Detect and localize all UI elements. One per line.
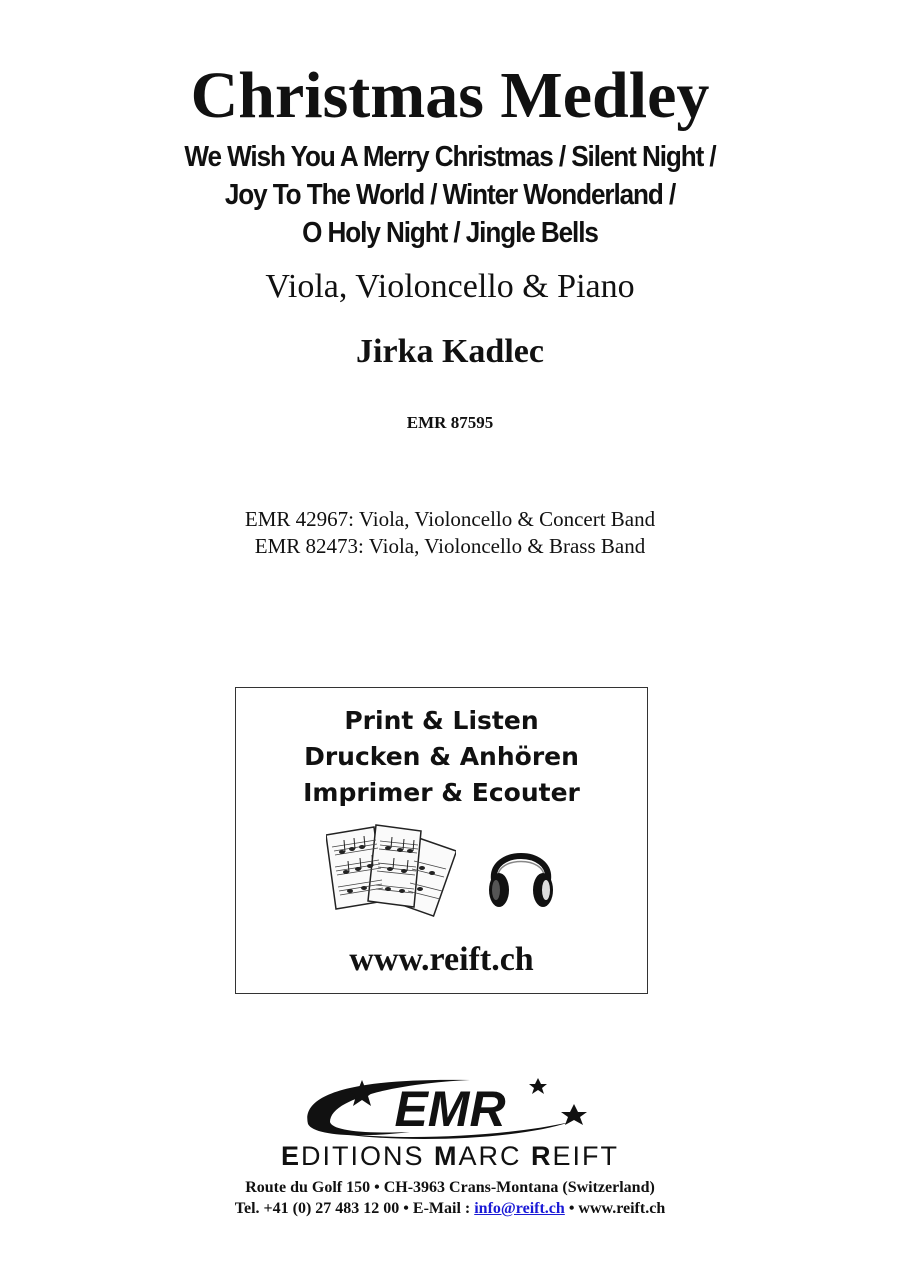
publisher-website: • www.reift.ch	[564, 1200, 666, 1217]
publisher-name-initial: R	[531, 1141, 553, 1171]
publisher-name-part: EIFT	[552, 1141, 620, 1171]
publisher-name-initial: E	[280, 1141, 301, 1171]
headphones-icon	[486, 838, 556, 913]
emr-logo	[300, 1072, 590, 1142]
song-list-line: We Wish You A Merry Christmas / Silent Night /	[184, 141, 716, 173]
email-link[interactable]: info@reift.ch	[474, 1200, 565, 1217]
publisher-name-part: ARC	[458, 1141, 532, 1171]
publisher-tel: Tel. +41 (0) 27 483 12 00 • E-Mail :	[234, 1200, 475, 1217]
composer-name: Jirka Kadlec	[356, 333, 544, 370]
print-listen-text	[236, 703, 647, 811]
print-listen-box	[235, 687, 648, 994]
logo-text: EMR	[394, 1081, 506, 1137]
publisher-address: Route du Golf 150 • CH-3963 Crans-Montana (Switzerland)	[245, 1179, 655, 1196]
sheet-music-icon	[326, 823, 456, 918]
alternate-edition: EMR 42967: Viola, Violoncello & Concert Band	[244, 507, 656, 531]
publisher-name	[0, 1140, 900, 1172]
alternate-edition: EMR 82473: Viola, Violoncello & Brass Band	[254, 534, 646, 558]
page-title: Christmas Medley	[190, 59, 710, 132]
song-list	[45, 138, 855, 252]
instrumentation: Viola, Violoncello & Piano	[265, 268, 635, 305]
publisher-tel-line	[0, 1198, 900, 1219]
promo-line: Print & Listen	[344, 706, 539, 735]
song-list-line: Joy To The World / Winter Wonderland /	[224, 179, 676, 211]
publisher-contact	[0, 1177, 900, 1219]
publisher-name-part: DITIONS	[300, 1141, 434, 1171]
song-list-line: O Holy Night / Jingle Bells	[302, 217, 598, 249]
publisher-name-initial: M	[434, 1141, 459, 1171]
catalog-number: EMR 87595	[406, 413, 494, 432]
alternate-editions	[0, 506, 900, 560]
promo-line: Drucken & Anhören	[304, 742, 579, 771]
promo-line: Imprimer & Ecouter	[303, 778, 580, 807]
website-url[interactable]: www.reift.ch	[349, 941, 534, 978]
